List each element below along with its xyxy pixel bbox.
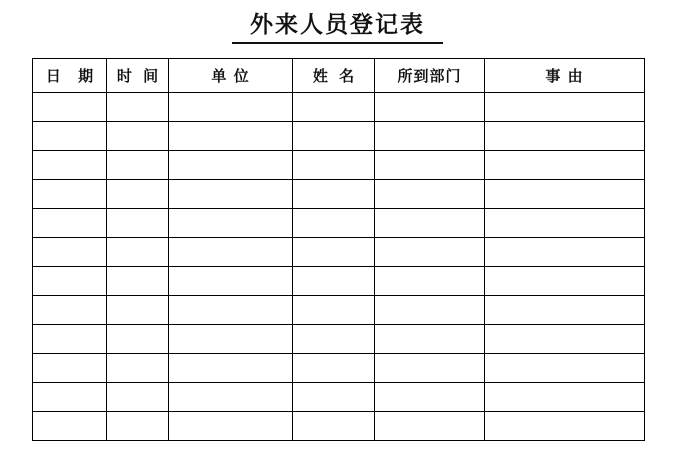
column-header-name-label: 姓 名: [312, 67, 358, 85]
table-cell-dept[interactable]: [375, 209, 485, 238]
table-cell-time[interactable]: [107, 354, 169, 383]
table-cell-time[interactable]: [107, 267, 169, 296]
table-cell-dept[interactable]: [375, 93, 485, 122]
table-cell-date[interactable]: [33, 238, 107, 267]
table-cell-date[interactable]: [33, 325, 107, 354]
page-title-text: 外来人员登记表: [232, 6, 443, 44]
table-row: [33, 93, 645, 122]
column-header-reason-label: 事 由: [545, 67, 584, 85]
table-cell-unit[interactable]: [169, 209, 293, 238]
table-cell-time[interactable]: [107, 238, 169, 267]
table-cell-date[interactable]: [33, 354, 107, 383]
table-cell-name[interactable]: [293, 209, 375, 238]
table-cell-reason[interactable]: [485, 296, 645, 325]
table-cell-unit[interactable]: [169, 383, 293, 412]
table-row: [33, 238, 645, 267]
table-cell-unit[interactable]: [169, 267, 293, 296]
table-header: [33, 59, 645, 93]
table-cell-name[interactable]: [293, 151, 375, 180]
table-cell-dept[interactable]: [375, 412, 485, 441]
table-row: [33, 296, 645, 325]
table-row: [33, 325, 645, 354]
column-header-date: [33, 59, 107, 93]
column-header-reason: [485, 59, 645, 93]
table-cell-time[interactable]: [107, 296, 169, 325]
table-cell-time[interactable]: [107, 209, 169, 238]
column-header-unit-label: 单 位: [211, 67, 250, 85]
table-cell-reason[interactable]: [485, 93, 645, 122]
table-row: [33, 151, 645, 180]
table-cell-reason[interactable]: [485, 412, 645, 441]
table-body: [33, 93, 645, 441]
table-cell-unit[interactable]: [169, 354, 293, 383]
table-cell-date[interactable]: [33, 151, 107, 180]
table-cell-time[interactable]: [107, 151, 169, 180]
table-cell-date[interactable]: [33, 180, 107, 209]
table-cell-name[interactable]: [293, 296, 375, 325]
table-cell-unit[interactable]: [169, 238, 293, 267]
table-cell-reason[interactable]: [485, 383, 645, 412]
table-cell-date[interactable]: [33, 412, 107, 441]
table-cell-unit[interactable]: [169, 325, 293, 354]
table-cell-reason[interactable]: [485, 325, 645, 354]
table-cell-dept[interactable]: [375, 122, 485, 151]
table-cell-dept[interactable]: [375, 180, 485, 209]
table-cell-reason[interactable]: [485, 209, 645, 238]
table-cell-name[interactable]: [293, 93, 375, 122]
table-cell-reason[interactable]: [485, 122, 645, 151]
column-header-department: [375, 59, 485, 93]
table-cell-unit[interactable]: [169, 412, 293, 441]
table-cell-dept[interactable]: [375, 151, 485, 180]
column-header-name: [293, 59, 375, 93]
table-cell-name[interactable]: [293, 238, 375, 267]
table-cell-reason[interactable]: [485, 354, 645, 383]
visitor-register-table-container: [32, 58, 644, 441]
table-cell-dept[interactable]: [375, 267, 485, 296]
table-cell-reason[interactable]: [485, 180, 645, 209]
table-cell-name[interactable]: [293, 354, 375, 383]
table-row: [33, 383, 645, 412]
table-cell-date[interactable]: [33, 93, 107, 122]
table-cell-time[interactable]: [107, 412, 169, 441]
table-cell-date[interactable]: [33, 122, 107, 151]
table-cell-dept[interactable]: [375, 296, 485, 325]
table-cell-time[interactable]: [107, 383, 169, 412]
table-cell-time[interactable]: [107, 180, 169, 209]
table-cell-name[interactable]: [293, 267, 375, 296]
table-cell-time[interactable]: [107, 122, 169, 151]
table-cell-dept[interactable]: [375, 238, 485, 267]
table-cell-date[interactable]: [33, 383, 107, 412]
table-cell-dept[interactable]: [375, 325, 485, 354]
table-cell-time[interactable]: [107, 93, 169, 122]
table-row: [33, 354, 645, 383]
table-row: [33, 412, 645, 441]
table-cell-unit[interactable]: [169, 93, 293, 122]
page-title: [0, 6, 675, 44]
table-row: [33, 267, 645, 296]
table-row: [33, 180, 645, 209]
table-cell-time[interactable]: [107, 325, 169, 354]
table-cell-unit[interactable]: [169, 180, 293, 209]
table-row: [33, 122, 645, 151]
table-cell-name[interactable]: [293, 122, 375, 151]
column-header-time: [107, 59, 169, 93]
table-cell-date[interactable]: [33, 209, 107, 238]
table-cell-date[interactable]: [33, 296, 107, 325]
table-cell-unit[interactable]: [169, 122, 293, 151]
table-cell-name[interactable]: [293, 325, 375, 354]
visitor-register-table: [32, 58, 645, 441]
table-cell-unit[interactable]: [169, 296, 293, 325]
column-header-department-label: 所到部门: [397, 67, 462, 85]
table-cell-dept[interactable]: [375, 383, 485, 412]
table-cell-name[interactable]: [293, 180, 375, 209]
table-cell-reason[interactable]: [485, 238, 645, 267]
table-cell-date[interactable]: [33, 267, 107, 296]
table-cell-name[interactable]: [293, 412, 375, 441]
column-header-unit: [169, 59, 293, 93]
table-cell-dept[interactable]: [375, 354, 485, 383]
table-cell-reason[interactable]: [485, 151, 645, 180]
column-header-time-label: 时 间: [116, 67, 162, 85]
table-cell-reason[interactable]: [485, 267, 645, 296]
table-header-row: [33, 59, 645, 93]
table-cell-unit[interactable]: [169, 151, 293, 180]
column-header-date-label: 日 期: [45, 67, 100, 85]
table-cell-name[interactable]: [293, 383, 375, 412]
table-row: [33, 209, 645, 238]
